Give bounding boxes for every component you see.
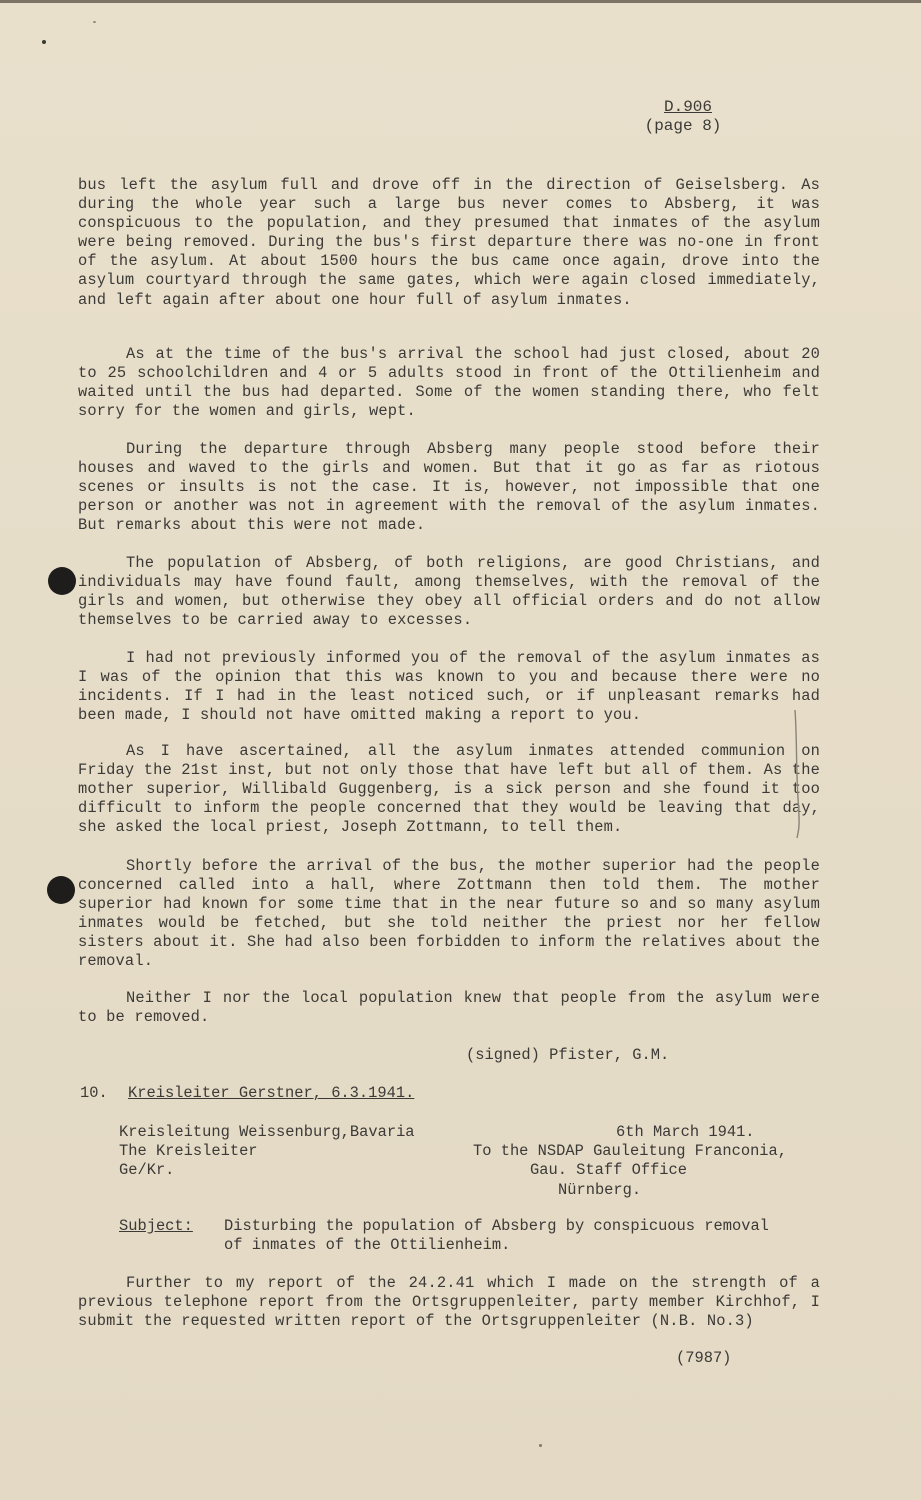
- paragraph-5: I had not previously informed you of the removal of the asylum inmates as I was of the opinion that this was known to you and because there were no incidents. If I had in the least noticed such, or if unpleasant remarks had been made, I should not have omitted making a report to you.: [78, 649, 830, 725]
- item-title: Kreisleiter Gerstner, 6.3.1941.: [128, 1084, 415, 1102]
- punch-hole: [47, 876, 75, 904]
- subject-line-1: Disturbing the population of Absberg by conspicuous removal: [224, 1217, 769, 1235]
- paragraph-4: The population of Absberg, of both religions, are good Christians, and individuals may have found fault, among themselves, with the removal of the girls and women, but otherwise they obey all official orders and do not allow themselves to be carried away to excesses.: [78, 554, 830, 630]
- sender-line-2: The Kreisleiter: [119, 1142, 258, 1160]
- closing-paragraph: Further to my report of the 24.2.41 which I made on the strength of a previous telephone report from the Ortsgruppenleiter, party member Kirchhof, I submit the requested written report of the Ortsgruppenleiter (N.B. No.3): [78, 1274, 830, 1331]
- sender-line-1: Kreisleitung Weissenburg,Bavaria: [119, 1123, 415, 1141]
- recipient-line-2: Gau. Staff Office: [530, 1161, 688, 1179]
- recipient-line-3: Nürnberg.: [558, 1181, 642, 1199]
- ink-speck: [42, 40, 46, 44]
- ink-speck: [93, 21, 96, 23]
- paragraph-3: During the departure through Absberg many people stood before their houses and waved to the girls and women. But that it go as far as riotous scenes or insults is not the case. It is, however, not impossible that one person or another was not in agreement with the removal of the asylum inmates. But remarks about this were not made.: [78, 440, 830, 535]
- letter-date: 6th March 1941.: [616, 1123, 755, 1141]
- page-reference: (page 8): [644, 117, 722, 135]
- subject-line-2: of inmates of the Ottilienheim.: [224, 1236, 511, 1254]
- document-reference: D.906: [663, 98, 712, 116]
- item-number: 10.: [80, 1084, 108, 1102]
- ink-speck: [539, 1444, 542, 1447]
- paragraph-1: bus left the asylum full and drove off in the direction of Geiselsberg. As during the whole year such a large bus never comes to Absberg, it was conspicuous to the population, and they presumed that inmates of the asylum were being removed. During the bus's first departure there was no-one in front of the asylum. At about 1500 hours the bus came once again, drove into the asylum courtyard through the same gates, which were again closed immediately, and left again after about one hour full of asylum inmates.: [78, 176, 830, 309]
- sender-line-3: Ge/Kr.: [119, 1161, 175, 1179]
- paragraph-8: Neither I nor the local population knew that people from the asylum were to be removed.: [78, 989, 830, 1027]
- paragraph-7: Shortly before the arrival of the bus, the mother superior had the people concerned called into a hall, where Zottmann then told them. The mother superior had known for some time that in the near future so and so many asylum inmates would be fetched, but she told neither the priest nor her fellow sisters about it. She had also been forbidden to inform the relatives about the removal.: [78, 857, 830, 971]
- margin-pencil-mark: [793, 708, 807, 840]
- page-code: (7987): [676, 1349, 732, 1367]
- subject-label: Subject:: [119, 1217, 193, 1235]
- recipient-line-1: To the NSDAP Gauleitung Franconia,: [473, 1142, 788, 1160]
- paragraph-2: As at the time of the bus's arrival the school had just closed, about 20 to 25 schoolchildren and 4 or 5 adults stood in front of the Ottilienheim and waited until the bus had departed. Some of the women standing there, who felt sorry for the women and girls, wept.: [78, 345, 830, 421]
- page-top-edge: [0, 0, 921, 3]
- paragraph-6: As I have ascertained, all the asylum inmates attended communion on Friday the 21st inst, but not only those that have left but all of them. As the mother superior, Willibald Guggenberg, is a sick person and she found it too difficult to inform the people concerned that they would be leaving that day, she asked the local priest, Joseph Zottmann, to tell them.: [78, 742, 830, 837]
- punch-hole: [48, 567, 76, 595]
- signature: (signed) Pfister, G.M.: [466, 1046, 670, 1064]
